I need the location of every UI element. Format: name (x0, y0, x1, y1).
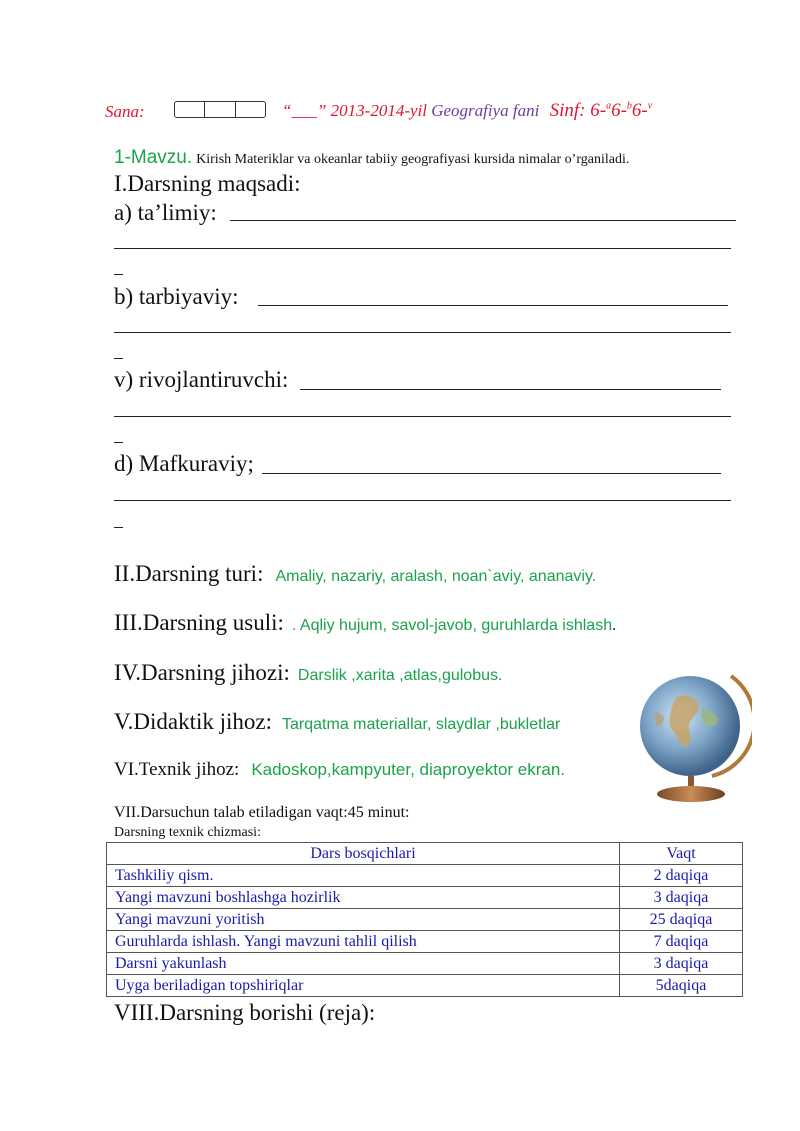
topic-label: 1-Mavzu. (114, 147, 193, 168)
jihozi-row (114, 660, 502, 686)
goal-d-line-2[interactable] (114, 500, 731, 501)
header-stages: Dars bosqichlari (107, 843, 620, 865)
goal-b-label: b) tarbiyaviy: (114, 284, 239, 309)
table-row (107, 975, 743, 997)
turi-label: II.Darsning turi: (114, 561, 264, 586)
jihozi-label: IV.Darsning jihozi: (114, 660, 290, 685)
stage-cell: Tashkiliy qism. (107, 865, 620, 887)
stage-cell: Darsni yakunlash (107, 953, 620, 975)
goal-b-line[interactable] (258, 305, 728, 306)
time-cell: 7 daqiqa (620, 931, 743, 953)
chizma-text: Darsning texnik chizmasi: (114, 825, 261, 840)
goal-d-line[interactable] (262, 473, 721, 474)
goal-a-dash (114, 274, 123, 275)
goal-v-label: v) rivojlantiruvchi: (114, 367, 289, 392)
subject-text: Geografiya fani (431, 101, 540, 120)
goal-d-label: d) Mafkuraviy; (114, 451, 254, 476)
topic-line (114, 147, 629, 169)
texnik-value: Kadoskop,kampyuter, diaproyektor ekran. (251, 760, 566, 779)
table-row (107, 931, 743, 953)
goal-b-dash (114, 358, 123, 359)
texnik-label: VI.Texnik jihoz: (114, 759, 240, 780)
didaktik-row (114, 709, 560, 735)
header-time: Vaqt (620, 843, 743, 865)
goal-a-label: a) ta’limiy: (114, 200, 217, 225)
stage-cell: Yangi mavzuni yoritish (107, 909, 620, 931)
usuli-value: . Aqliy hujum, savol-javob, guruhlarda ishlash (291, 617, 613, 634)
goal-v-line[interactable] (300, 389, 721, 390)
turi-value: Amaliy, nazariy, aralash, noan`aviy, ananaviy. (275, 568, 597, 585)
goal-a-line-2[interactable] (114, 248, 731, 249)
jihozi-value: Darslik ,xarita ,atlas,gulobus. (297, 667, 503, 684)
goal-b-line-2[interactable] (114, 332, 731, 333)
turi-row (114, 561, 596, 587)
usuli-row: III.Darsning usuli: . Aqliy hujum, savol-javob, guruhlarda ishlash. (114, 610, 617, 635)
stage-cell: Uyga beriladigan topshiriqlar (107, 975, 620, 997)
sana-label: Sana: (105, 102, 145, 121)
usuli-label: III.Darsning usuli: (114, 610, 284, 635)
table-row (107, 953, 743, 975)
sinf-text: Sinf: 6-$^a$6-$^b$6-$^v$ (549, 100, 653, 121)
goal-a-line[interactable] (230, 220, 736, 221)
time-cell: 2 daqiqa (620, 865, 743, 887)
goal-v-dash (114, 442, 123, 443)
vaqt-text: VII.Darsuchun talab etiladigan vaqt:45 minut: (114, 804, 410, 821)
stage-cell: Guruhlarda ishlash. Yangi mavzuni tahlil qilish (107, 931, 620, 953)
year-text: “___” 2013-2014-yil (282, 101, 427, 120)
topic-text: Kirish Materiklar va okeanlar tabiiy geografiyasi kursida nimalar o’rganiladi. (196, 152, 630, 167)
time-cell: 3 daqiqa (620, 887, 743, 909)
borishi-heading: VIII.Darsning borishi (reja): (114, 1000, 376, 1025)
goal-v-line-2[interactable] (114, 416, 731, 417)
didaktik-label: V.Didaktik jihoz: (114, 709, 273, 734)
time-cell: 5daqiqa (620, 975, 743, 997)
date-boxes[interactable] (174, 101, 266, 118)
goal-d-dash (114, 527, 123, 528)
goals-heading: I.Darsning maqsadi: (114, 171, 301, 196)
table-row (107, 909, 743, 931)
time-cell: 3 daqiqa (620, 953, 743, 975)
table-header-row (107, 843, 743, 865)
texnik-row (114, 759, 565, 781)
header-line (282, 100, 652, 122)
stage-cell: Yangi mavzuni boshlashga hozirlik (107, 887, 620, 909)
table-row (107, 865, 743, 887)
didaktik-value: Tarqatma materiallar, slaydlar ,bukletlar (282, 716, 561, 733)
table-row (107, 887, 743, 909)
lesson-plan-table (106, 842, 743, 997)
globe-image (636, 668, 752, 804)
time-cell: 25 daqiqa (620, 909, 743, 931)
